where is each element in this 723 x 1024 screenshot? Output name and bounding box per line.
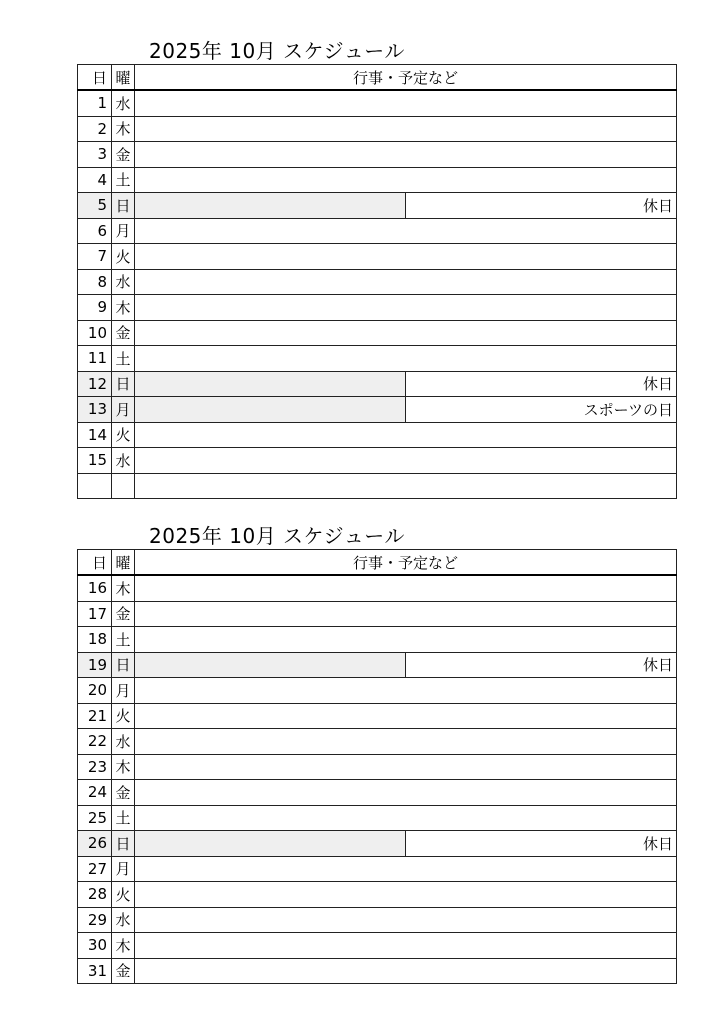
holiday-label: 休日 [406, 652, 677, 678]
events-cell[interactable] [135, 882, 677, 908]
day-cell: 14 [78, 422, 112, 448]
table-row [78, 703, 677, 729]
day-cell: 15 [78, 448, 112, 474]
table-row [78, 269, 677, 295]
table-row [78, 627, 677, 653]
events-cell[interactable] [135, 193, 406, 219]
holiday-label: 休日 [406, 193, 677, 219]
header-weekday: 曜 [112, 550, 135, 576]
day-cell: 7 [78, 244, 112, 270]
events-cell[interactable] [135, 958, 677, 984]
events-cell[interactable] [135, 142, 677, 168]
day-cell: 28 [78, 882, 112, 908]
table-row [78, 473, 677, 499]
day-cell: 23 [78, 754, 112, 780]
day-cell: 25 [78, 805, 112, 831]
weekday-cell: 月 [112, 218, 135, 244]
events-cell[interactable] [135, 907, 677, 933]
day-cell: 31 [78, 958, 112, 984]
holiday-label: 休日 [406, 371, 677, 397]
day-cell: 17 [78, 601, 112, 627]
table-row [78, 295, 677, 321]
day-cell: 22 [78, 729, 112, 755]
events-cell[interactable] [135, 244, 677, 270]
weekday-cell: 金 [112, 320, 135, 346]
table-row [78, 780, 677, 806]
weekday-cell: 水 [112, 729, 135, 755]
table-row [78, 90, 677, 116]
table-row [78, 652, 677, 678]
table-header-row [78, 65, 677, 91]
header-day: 日 [78, 550, 112, 576]
day-cell: 3 [78, 142, 112, 168]
events-cell[interactable] [135, 856, 677, 882]
events-cell[interactable] [135, 652, 406, 678]
events-cell[interactable] [135, 473, 677, 499]
day-cell: 27 [78, 856, 112, 882]
table-row [78, 320, 677, 346]
weekday-cell: 金 [112, 958, 135, 984]
weekday-cell: 土 [112, 627, 135, 653]
events-cell[interactable] [135, 269, 677, 295]
weekday-cell: 土 [112, 805, 135, 831]
events-cell[interactable] [135, 678, 677, 704]
table-row [78, 397, 677, 423]
weekday-cell: 火 [112, 244, 135, 270]
table-row [78, 601, 677, 627]
events-cell[interactable] [135, 167, 677, 193]
table-row [78, 193, 677, 219]
events-cell[interactable] [135, 90, 677, 116]
table-body [78, 575, 677, 984]
events-cell[interactable] [135, 346, 677, 372]
header-events: 行事・予定など [135, 65, 677, 91]
weekday-cell: 金 [112, 780, 135, 806]
day-cell: 10 [78, 320, 112, 346]
schedule-title: 2025年 10月 スケジュール [149, 524, 405, 548]
table-row [78, 167, 677, 193]
schedule-table [77, 64, 677, 499]
events-cell[interactable] [135, 422, 677, 448]
day-cell: 8 [78, 269, 112, 295]
table-row [78, 244, 677, 270]
day-cell: 11 [78, 346, 112, 372]
weekday-cell: 木 [112, 575, 135, 601]
events-cell[interactable] [135, 831, 406, 857]
table-row [78, 805, 677, 831]
header-day: 日 [78, 65, 112, 91]
table-row [78, 142, 677, 168]
events-cell[interactable] [135, 295, 677, 321]
weekday-cell [112, 473, 135, 499]
events-cell[interactable] [135, 754, 677, 780]
weekday-cell: 月 [112, 856, 135, 882]
events-cell[interactable] [135, 933, 677, 959]
weekday-cell: 日 [112, 193, 135, 219]
weekday-cell: 火 [112, 422, 135, 448]
weekday-cell: 金 [112, 142, 135, 168]
events-cell[interactable] [135, 601, 677, 627]
weekday-cell: 水 [112, 907, 135, 933]
table-row [78, 856, 677, 882]
day-cell: 26 [78, 831, 112, 857]
table-row [78, 422, 677, 448]
weekday-cell: 金 [112, 601, 135, 627]
weekday-cell: 日 [112, 652, 135, 678]
table-row [78, 729, 677, 755]
events-cell[interactable] [135, 397, 406, 423]
table-row [78, 831, 677, 857]
weekday-cell: 火 [112, 703, 135, 729]
holiday-label: スポーツの日 [406, 397, 677, 423]
weekday-cell: 日 [112, 371, 135, 397]
day-cell: 18 [78, 627, 112, 653]
weekday-cell: 木 [112, 116, 135, 142]
header-events: 行事・予定など [135, 550, 677, 576]
weekday-cell: 水 [112, 269, 135, 295]
day-cell: 2 [78, 116, 112, 142]
table-row [78, 371, 677, 397]
events-cell[interactable] [135, 729, 677, 755]
weekday-cell: 土 [112, 346, 135, 372]
events-cell[interactable] [135, 218, 677, 244]
table-row [78, 754, 677, 780]
day-cell: 21 [78, 703, 112, 729]
table-row [78, 218, 677, 244]
table-row [78, 933, 677, 959]
holiday-label: 休日 [406, 831, 677, 857]
schedule-block-1 [77, 38, 677, 499]
events-cell[interactable] [135, 448, 677, 474]
day-cell: 6 [78, 218, 112, 244]
table-row [78, 958, 677, 984]
day-cell: 13 [78, 397, 112, 423]
day-cell: 4 [78, 167, 112, 193]
schedule-title: 2025年 10月 スケジュール [149, 39, 405, 63]
day-cell: 29 [78, 907, 112, 933]
table-row [78, 907, 677, 933]
table-row [78, 116, 677, 142]
day-cell: 5 [78, 193, 112, 219]
events-cell[interactable] [135, 805, 677, 831]
day-cell: 19 [78, 652, 112, 678]
table-row [78, 575, 677, 601]
weekday-cell: 火 [112, 882, 135, 908]
header-weekday: 曜 [112, 65, 135, 91]
table-body [78, 90, 677, 499]
weekday-cell: 土 [112, 167, 135, 193]
table-header-row [78, 550, 677, 576]
weekday-cell: 木 [112, 754, 135, 780]
events-cell[interactable] [135, 703, 677, 729]
day-cell: 16 [78, 575, 112, 601]
table-row [78, 678, 677, 704]
table-row [78, 882, 677, 908]
events-cell[interactable] [135, 780, 677, 806]
table-row [78, 448, 677, 474]
events-cell[interactable] [135, 575, 677, 601]
day-cell: 9 [78, 295, 112, 321]
weekday-cell: 月 [112, 397, 135, 423]
weekday-cell: 日 [112, 831, 135, 857]
schedule-table [77, 549, 677, 984]
day-cell [78, 473, 112, 499]
schedule-block-2 [77, 523, 677, 984]
events-cell[interactable] [135, 320, 677, 346]
events-cell[interactable] [135, 627, 677, 653]
weekday-cell: 月 [112, 678, 135, 704]
day-cell: 24 [78, 780, 112, 806]
weekday-cell: 木 [112, 295, 135, 321]
day-cell: 1 [78, 90, 112, 116]
table-row [78, 346, 677, 372]
weekday-cell: 水 [112, 448, 135, 474]
day-cell: 12 [78, 371, 112, 397]
events-cell[interactable] [135, 371, 406, 397]
day-cell: 30 [78, 933, 112, 959]
events-cell[interactable] [135, 116, 677, 142]
weekday-cell: 水 [112, 90, 135, 116]
day-cell: 20 [78, 678, 112, 704]
weekday-cell: 木 [112, 933, 135, 959]
